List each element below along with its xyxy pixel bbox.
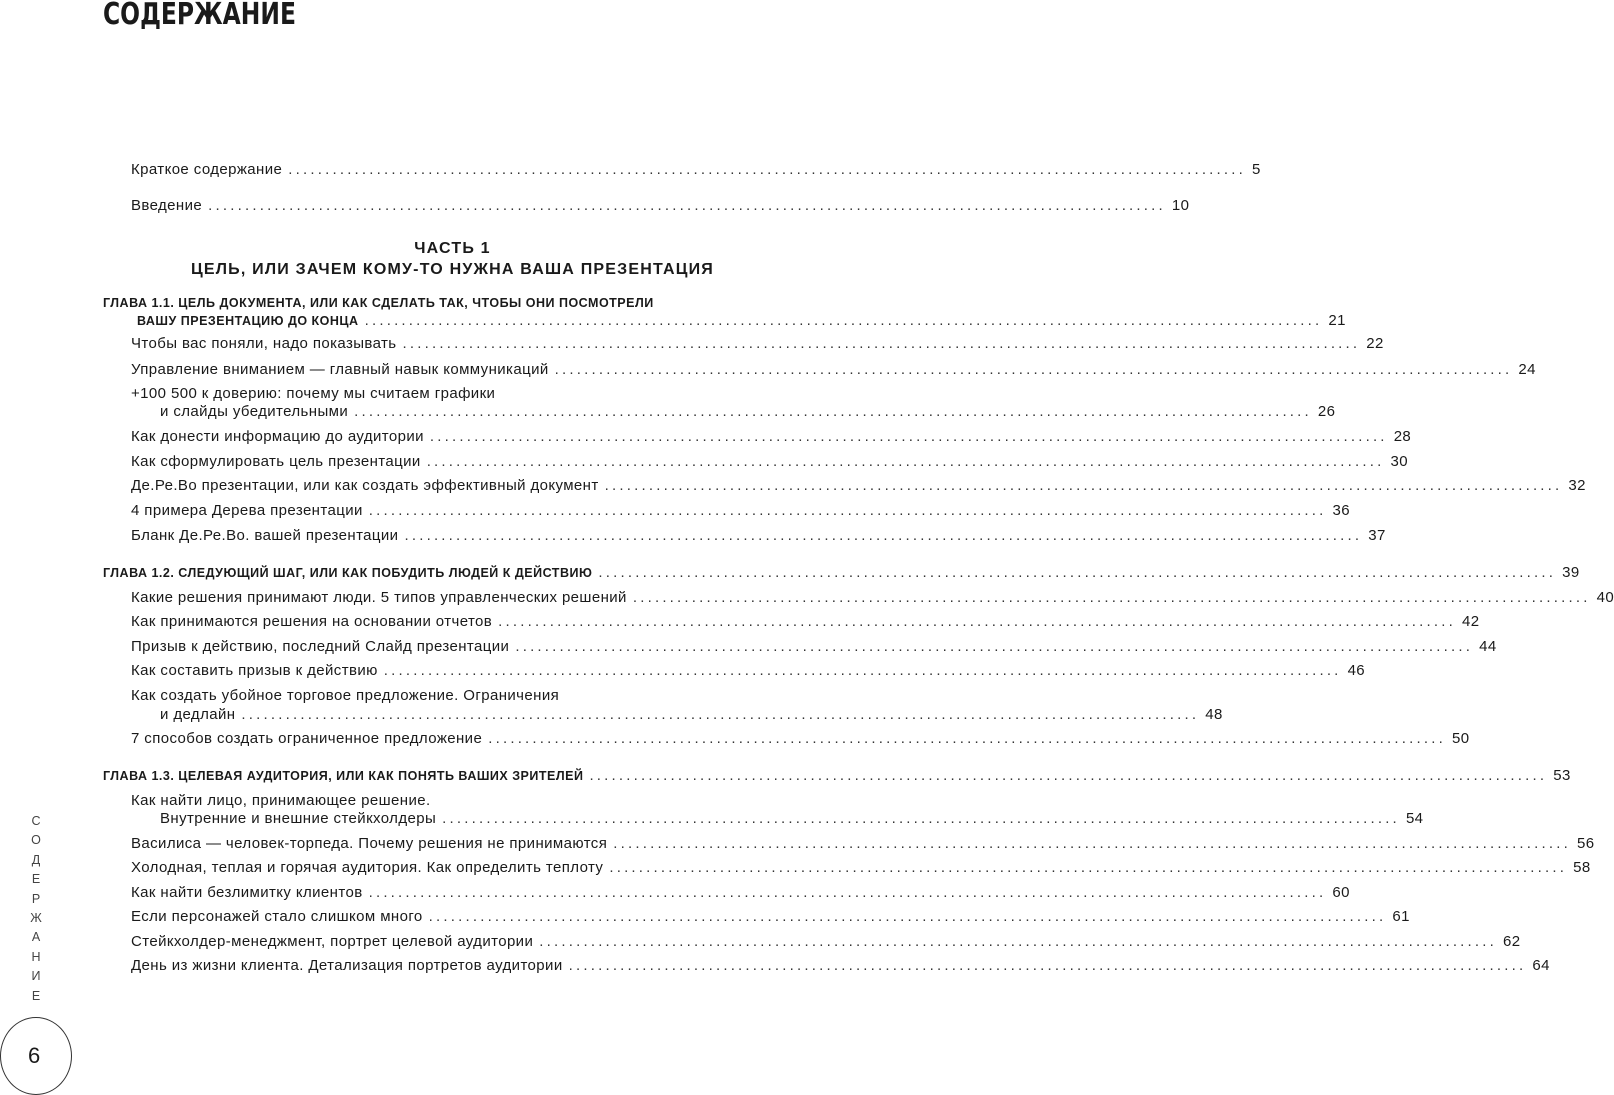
toc-entry-page: 50 bbox=[1452, 730, 1470, 747]
toc-entry-page: 21 bbox=[1328, 312, 1346, 329]
toc-entry-label: Чтобы вас поняли, надо показывать bbox=[131, 335, 397, 352]
toc-entry-label: Холодная, теплая и горячая аудитория. Как определить теплоту bbox=[131, 859, 604, 876]
toc-entry[interactable] bbox=[160, 810, 1424, 828]
dot-leader: .................................................................................................................................. bbox=[241, 706, 1200, 723]
toc-entry[interactable] bbox=[131, 428, 1412, 446]
toc-entry-page: 39 bbox=[1562, 564, 1580, 581]
part-number: ЧАСТЬ 1 bbox=[414, 240, 491, 257]
toc-entry[interactable] bbox=[131, 884, 1350, 902]
toc-entry-first-line[interactable]: Как найти лицо, принимающее решение. bbox=[131, 792, 431, 809]
chapter-heading-label: ГЛАВА 1.2. СЛЕДУЮЩИЙ ШАГ, ИЛИ КАК ПОБУДИТЬ ЛЮДЕЙ К ДЕЙСТВИЮ bbox=[103, 566, 593, 580]
toc-entry-label: Де.Ре.Во презентации, или как создать эффективный документ bbox=[131, 477, 599, 494]
dot-leader: .................................................................................................................................. bbox=[604, 477, 1563, 494]
toc-entry[interactable] bbox=[131, 477, 1586, 495]
chapter-heading-label: ВАШУ ПРЕЗЕНТАЦИЮ ДО КОНЦА bbox=[137, 314, 359, 328]
toc-entry-label: Бланк Де.Ре.Во. вашей презентации bbox=[131, 527, 399, 544]
dot-leader: .................................................................................................................................. bbox=[632, 589, 1591, 606]
toc-entry-page: 24 bbox=[1518, 361, 1536, 378]
toc-entry-first-line[interactable]: Как создать убойное торговое предложение. Ограничения bbox=[131, 687, 560, 704]
toc-entry[interactable] bbox=[131, 835, 1595, 853]
side-label-letter: О bbox=[31, 833, 41, 848]
toc-entry-introduction[interactable] bbox=[131, 197, 1190, 215]
toc-entry-label: Какие решения принимают люди. 5 типов управленческих решений bbox=[131, 589, 627, 606]
toc-entry-label: Как принимаются решения на основании отчетов bbox=[131, 613, 493, 630]
toc-entry-page: 32 bbox=[1568, 477, 1586, 494]
toc-entry[interactable] bbox=[131, 730, 1470, 748]
toc-entry-label: Краткое содержание bbox=[131, 161, 283, 178]
toc-entry[interactable] bbox=[131, 933, 1521, 951]
toc-entry[interactable] bbox=[131, 335, 1384, 353]
dot-leader: .................................................................................................................................. bbox=[404, 527, 1363, 544]
chapter-heading[interactable] bbox=[103, 767, 1571, 785]
toc-entry[interactable] bbox=[131, 662, 1366, 680]
toc-entry[interactable] bbox=[131, 908, 1410, 926]
dot-leader: .................................................................................................................................. bbox=[428, 908, 1387, 925]
dot-leader: .................................................................................................................................. bbox=[383, 662, 1342, 679]
toc-entry-label: Призыв к действию, последний Слайд презентации bbox=[131, 638, 510, 655]
dot-leader: .................................................................................................................................. bbox=[515, 638, 1474, 655]
toc-entry-page: 5 bbox=[1252, 161, 1261, 178]
dot-leader: .................................................................................................................................. bbox=[426, 453, 1385, 470]
side-label-letter: Ж bbox=[30, 910, 42, 925]
toc-entry-page: 64 bbox=[1532, 957, 1550, 974]
dot-leader: .................................................................................................................................. bbox=[208, 197, 1166, 214]
side-label-letter: Е bbox=[31, 988, 41, 1003]
toc-entry-page: 28 bbox=[1393, 428, 1412, 445]
side-label-letter: Н bbox=[31, 949, 41, 964]
side-label-letter: А bbox=[31, 930, 41, 945]
page-number: 6 bbox=[28, 1043, 41, 1068]
chapter-heading[interactable] bbox=[103, 564, 1580, 582]
part-title: ЦЕЛЬ, ИЛИ ЗАЧЕМ КОМУ-ТО НУЖНА ВАША ПРЕЗЕНТАЦИЯ bbox=[191, 261, 714, 278]
dot-leader: .................................................................................................................................. bbox=[429, 428, 1388, 445]
toc-entry-page: 48 bbox=[1205, 706, 1223, 723]
toc-entry[interactable] bbox=[131, 859, 1591, 877]
toc-entry-label: Василиса — человек-торпеда. Почему решения не принимаются bbox=[131, 835, 608, 852]
toc-entry-page: 10 bbox=[1171, 197, 1190, 214]
toc-entry-page: 53 bbox=[1553, 767, 1571, 784]
toc-entry-page: 62 bbox=[1503, 933, 1521, 950]
toc-entry[interactable] bbox=[131, 613, 1480, 631]
toc-entry-page: 30 bbox=[1390, 453, 1408, 470]
toc-entry-label: Как донести информацию до аудитории bbox=[131, 428, 424, 445]
side-label-letter: Е bbox=[31, 872, 41, 887]
dot-leader: .................................................................................................................................. bbox=[554, 361, 1513, 378]
toc-entry[interactable] bbox=[131, 957, 1550, 975]
toc-entry[interactable] bbox=[131, 502, 1351, 520]
toc-entry-page: 37 bbox=[1368, 527, 1386, 544]
chapter-heading[interactable]: ГЛАВА 1.1. ЦЕЛЬ ДОКУМЕНТА, ИЛИ КАК СДЕЛАТЬ ТАК, ЧТОБЫ ОНИ ПОСМОТРЕЛИ bbox=[103, 296, 654, 310]
side-label-letter: С bbox=[31, 814, 41, 828]
toc-entry[interactable] bbox=[131, 527, 1386, 545]
toc-entry-page: 22 bbox=[1366, 335, 1384, 352]
toc-entry[interactable] bbox=[160, 706, 1223, 724]
toc-entry-first-line[interactable]: +100 500 к доверию: почему мы считаем графики bbox=[131, 385, 496, 402]
toc-entry-label: День из жизни клиента. Детализация портретов аудитории bbox=[131, 957, 563, 974]
toc-entry-label: Как составить призыв к действию bbox=[131, 662, 378, 679]
dot-leader: .................................................................................................................................. bbox=[609, 859, 1568, 876]
dot-leader: .................................................................................................................................. bbox=[368, 502, 1327, 519]
toc-entry-label: 4 примера Дерева презентации bbox=[131, 502, 363, 519]
toc-entry[interactable] bbox=[131, 361, 1536, 379]
chapter-heading-line2[interactable] bbox=[137, 312, 1346, 330]
toc-entry-label: Стейкхолдер-менеджмент, портрет целевой аудитории bbox=[131, 933, 534, 950]
toc-entry-page: 60 bbox=[1332, 884, 1350, 901]
dot-leader: .................................................................................................................................. bbox=[402, 335, 1361, 352]
dot-leader: .................................................................................................................................. bbox=[368, 884, 1327, 901]
dot-leader: .................................................................................................................................. bbox=[598, 564, 1557, 581]
toc-entry[interactable] bbox=[131, 453, 1408, 471]
toc-entry-page: 58 bbox=[1573, 859, 1591, 876]
side-label-letter: И bbox=[31, 969, 41, 984]
toc-entry-label: Внутренние и внешние стейкхолдеры bbox=[160, 810, 437, 827]
dot-leader: .................................................................................................................................. bbox=[498, 613, 1456, 630]
side-label-letter: Р bbox=[31, 891, 41, 906]
dot-leader: .................................................................................................................................. bbox=[354, 403, 1312, 420]
toc-entry-page: 54 bbox=[1405, 810, 1424, 827]
toc-entry-page: 26 bbox=[1317, 403, 1336, 420]
toc-entry-label: 7 способов создать ограниченное предложение bbox=[131, 730, 483, 747]
toc-entry-label: Введение bbox=[131, 197, 203, 214]
toc-entry-label: и дедлайн bbox=[160, 706, 236, 723]
dot-leader: .................................................................................................................................. bbox=[288, 161, 1247, 178]
toc-entry-page: 46 bbox=[1347, 662, 1366, 679]
toc-entry-label: и слайды убедительными bbox=[160, 403, 349, 420]
dot-leader: .................................................................................................................................. bbox=[589, 767, 1548, 784]
toc-entry-page: 56 bbox=[1577, 835, 1595, 852]
dot-leader: .................................................................................................................................. bbox=[364, 312, 1323, 329]
toc-entry[interactable] bbox=[160, 403, 1336, 421]
chapter-heading-label: ГЛАВА 1.3. ЦЕЛЕВАЯ АУДИТОРИЯ, ИЛИ КАК ПОНЯТЬ ВАШИХ ЗРИТЕЛЕЙ bbox=[103, 769, 584, 783]
toc-entry[interactable] bbox=[131, 638, 1497, 656]
running-header-vertical bbox=[26, 812, 46, 1006]
page-title: СОДЕРЖАНИЕ bbox=[103, 0, 296, 32]
toc-entry-label: Если персонажей стало слишком много bbox=[131, 908, 423, 925]
toc-entry-label: Управление вниманием — главный навык коммуникаций bbox=[131, 361, 549, 378]
toc-entry-label: Как найти безлимитку клиентов bbox=[131, 884, 363, 901]
toc-entry-page: 44 bbox=[1479, 638, 1497, 655]
dot-leader: .................................................................................................................................. bbox=[613, 835, 1572, 852]
dot-leader: .................................................................................................................................. bbox=[442, 810, 1400, 827]
dot-leader: .................................................................................................................................. bbox=[488, 730, 1446, 747]
toc-entry-summary[interactable] bbox=[131, 161, 1261, 179]
toc-entry-label: Как сформулировать цель презентации bbox=[131, 453, 421, 470]
side-label-letter: Д bbox=[31, 852, 41, 867]
dot-leader: .................................................................................................................................. bbox=[539, 933, 1498, 950]
toc-entry-page: 42 bbox=[1461, 613, 1480, 630]
toc-entry[interactable] bbox=[131, 589, 1614, 607]
toc-entry-page: 40 bbox=[1596, 589, 1614, 606]
dot-leader: .................................................................................................................................. bbox=[568, 957, 1527, 974]
toc-entry-page: 36 bbox=[1332, 502, 1351, 519]
toc-entry-page: 61 bbox=[1392, 908, 1410, 925]
